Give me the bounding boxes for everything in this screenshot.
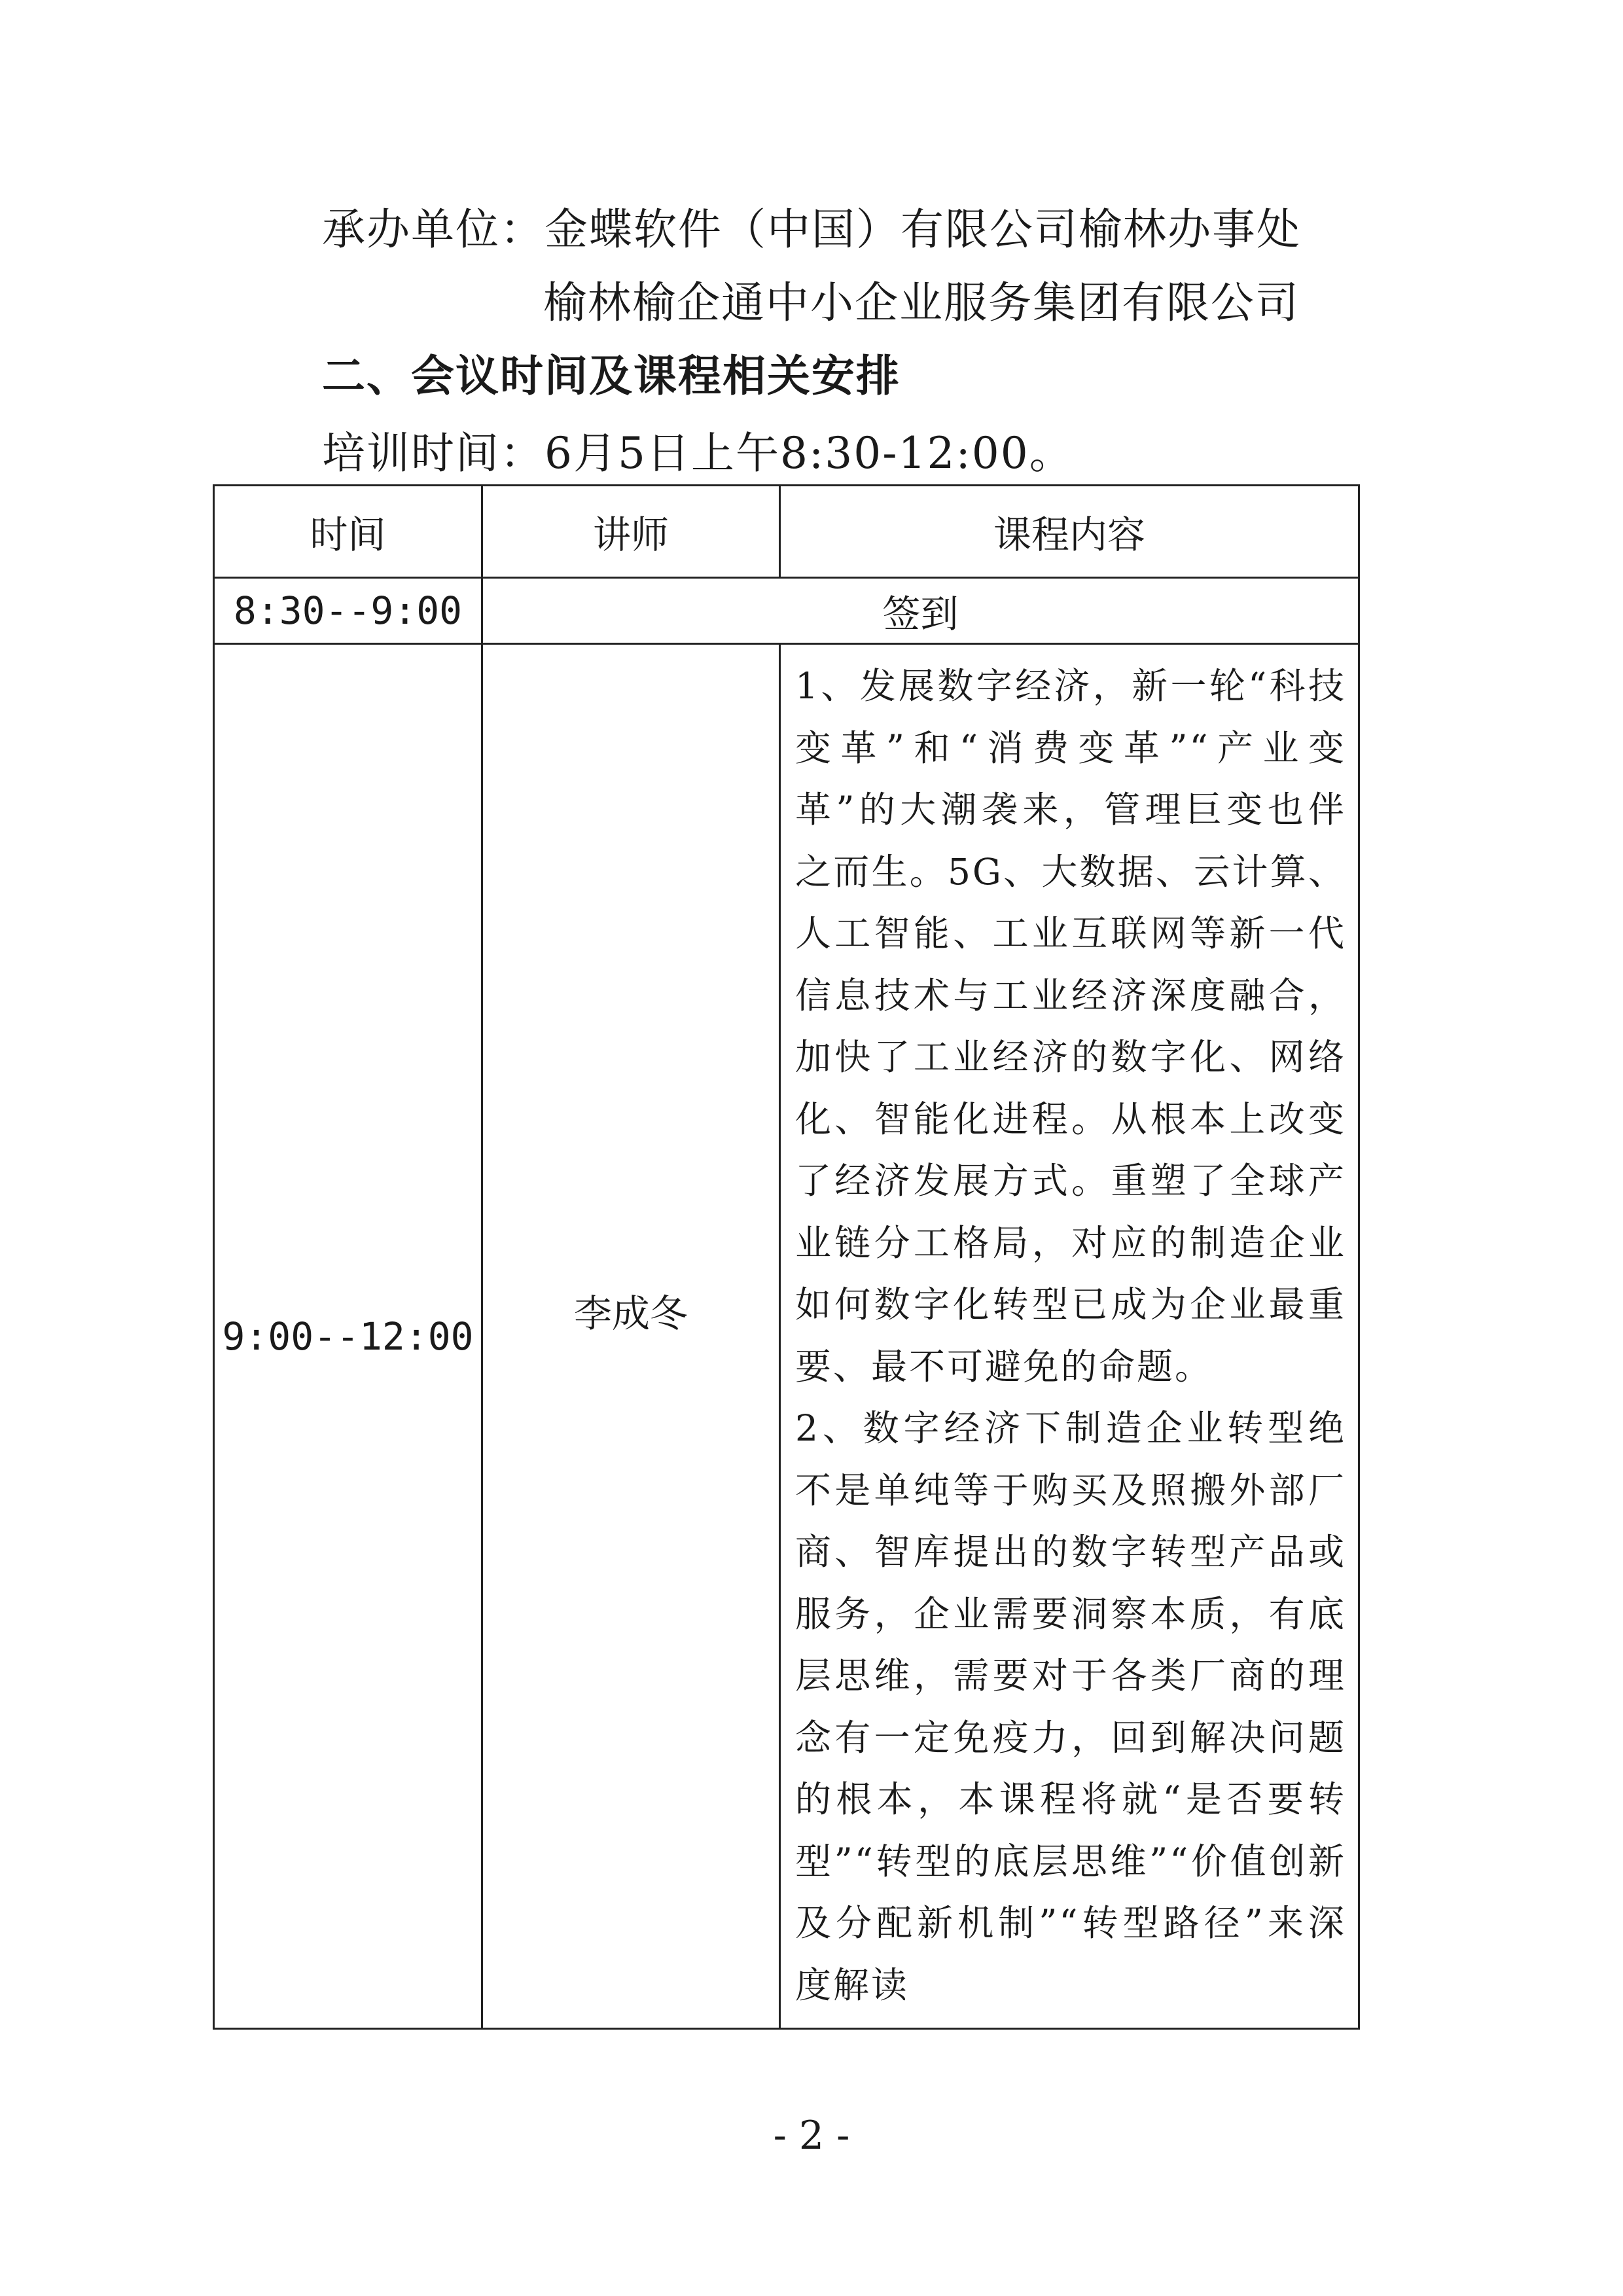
lecturer-name: 李成冬: [573, 1291, 688, 1336]
schedule-table: [213, 484, 1360, 2030]
course-content-paragraph-1: 1、发展数字经济，新一轮“科技变革”和“消费变革”“产业变革”的大潮袭来，管理巨变也伴之而生。5G、大数据、云计算、人工智能、工业互联网等新一代信息技术与工业经济深度融合，加快了工业经济的数字化、网络化、智能化进程。从根本上改变了经济发展方式。重塑了全球产业链分工格局，对应的制造企业如何数字化转型已成为企业最重要、最不可避免的命题。: [795, 665, 1346, 1388]
header-content: 课程内容: [780, 486, 1359, 578]
course-time-cell: 9:00--12:00: [214, 644, 482, 2029]
course-content-paragraph-2: 2、数字经济下制造企业转型绝不是单纯等于购买及照搬外部厂商、智库提出的数字转型产品或服务，企业需要洞察本质，有底层思维，需要对于各类厂商的理念有一定免疫力，回到解决问题的根本，本课程将就“是否要转型”“转型的底层思维”“价值创新及分配新机制”“转型路径”来深度解读: [795, 1407, 1346, 2006]
header-time: 时间: [214, 486, 482, 578]
organizer-line-1: 承办单位：金蝶软件（中国）有限公司榆林办事处: [322, 204, 1301, 255]
training-time: 培训时间：6月5日上午8:30-12:00。: [322, 428, 1074, 478]
signin-label-cell: 签到: [482, 578, 1359, 644]
table-header-row: [214, 486, 1359, 578]
lecturer-cell: [482, 644, 780, 2029]
header-lecturer: 讲师: [482, 486, 780, 578]
signin-time-cell: 8:30--9:00: [214, 578, 482, 644]
page-number: - 2 -: [773, 2113, 850, 2159]
course-content-cell: [780, 644, 1359, 2029]
section-heading: 二、会议时间及课程相关安排: [322, 351, 901, 401]
organizer-line-2: 榆林榆企通中小企业服务集团有限公司: [543, 278, 1300, 328]
table-row-signin: [214, 578, 1359, 644]
table-row-course: [214, 644, 1359, 2029]
